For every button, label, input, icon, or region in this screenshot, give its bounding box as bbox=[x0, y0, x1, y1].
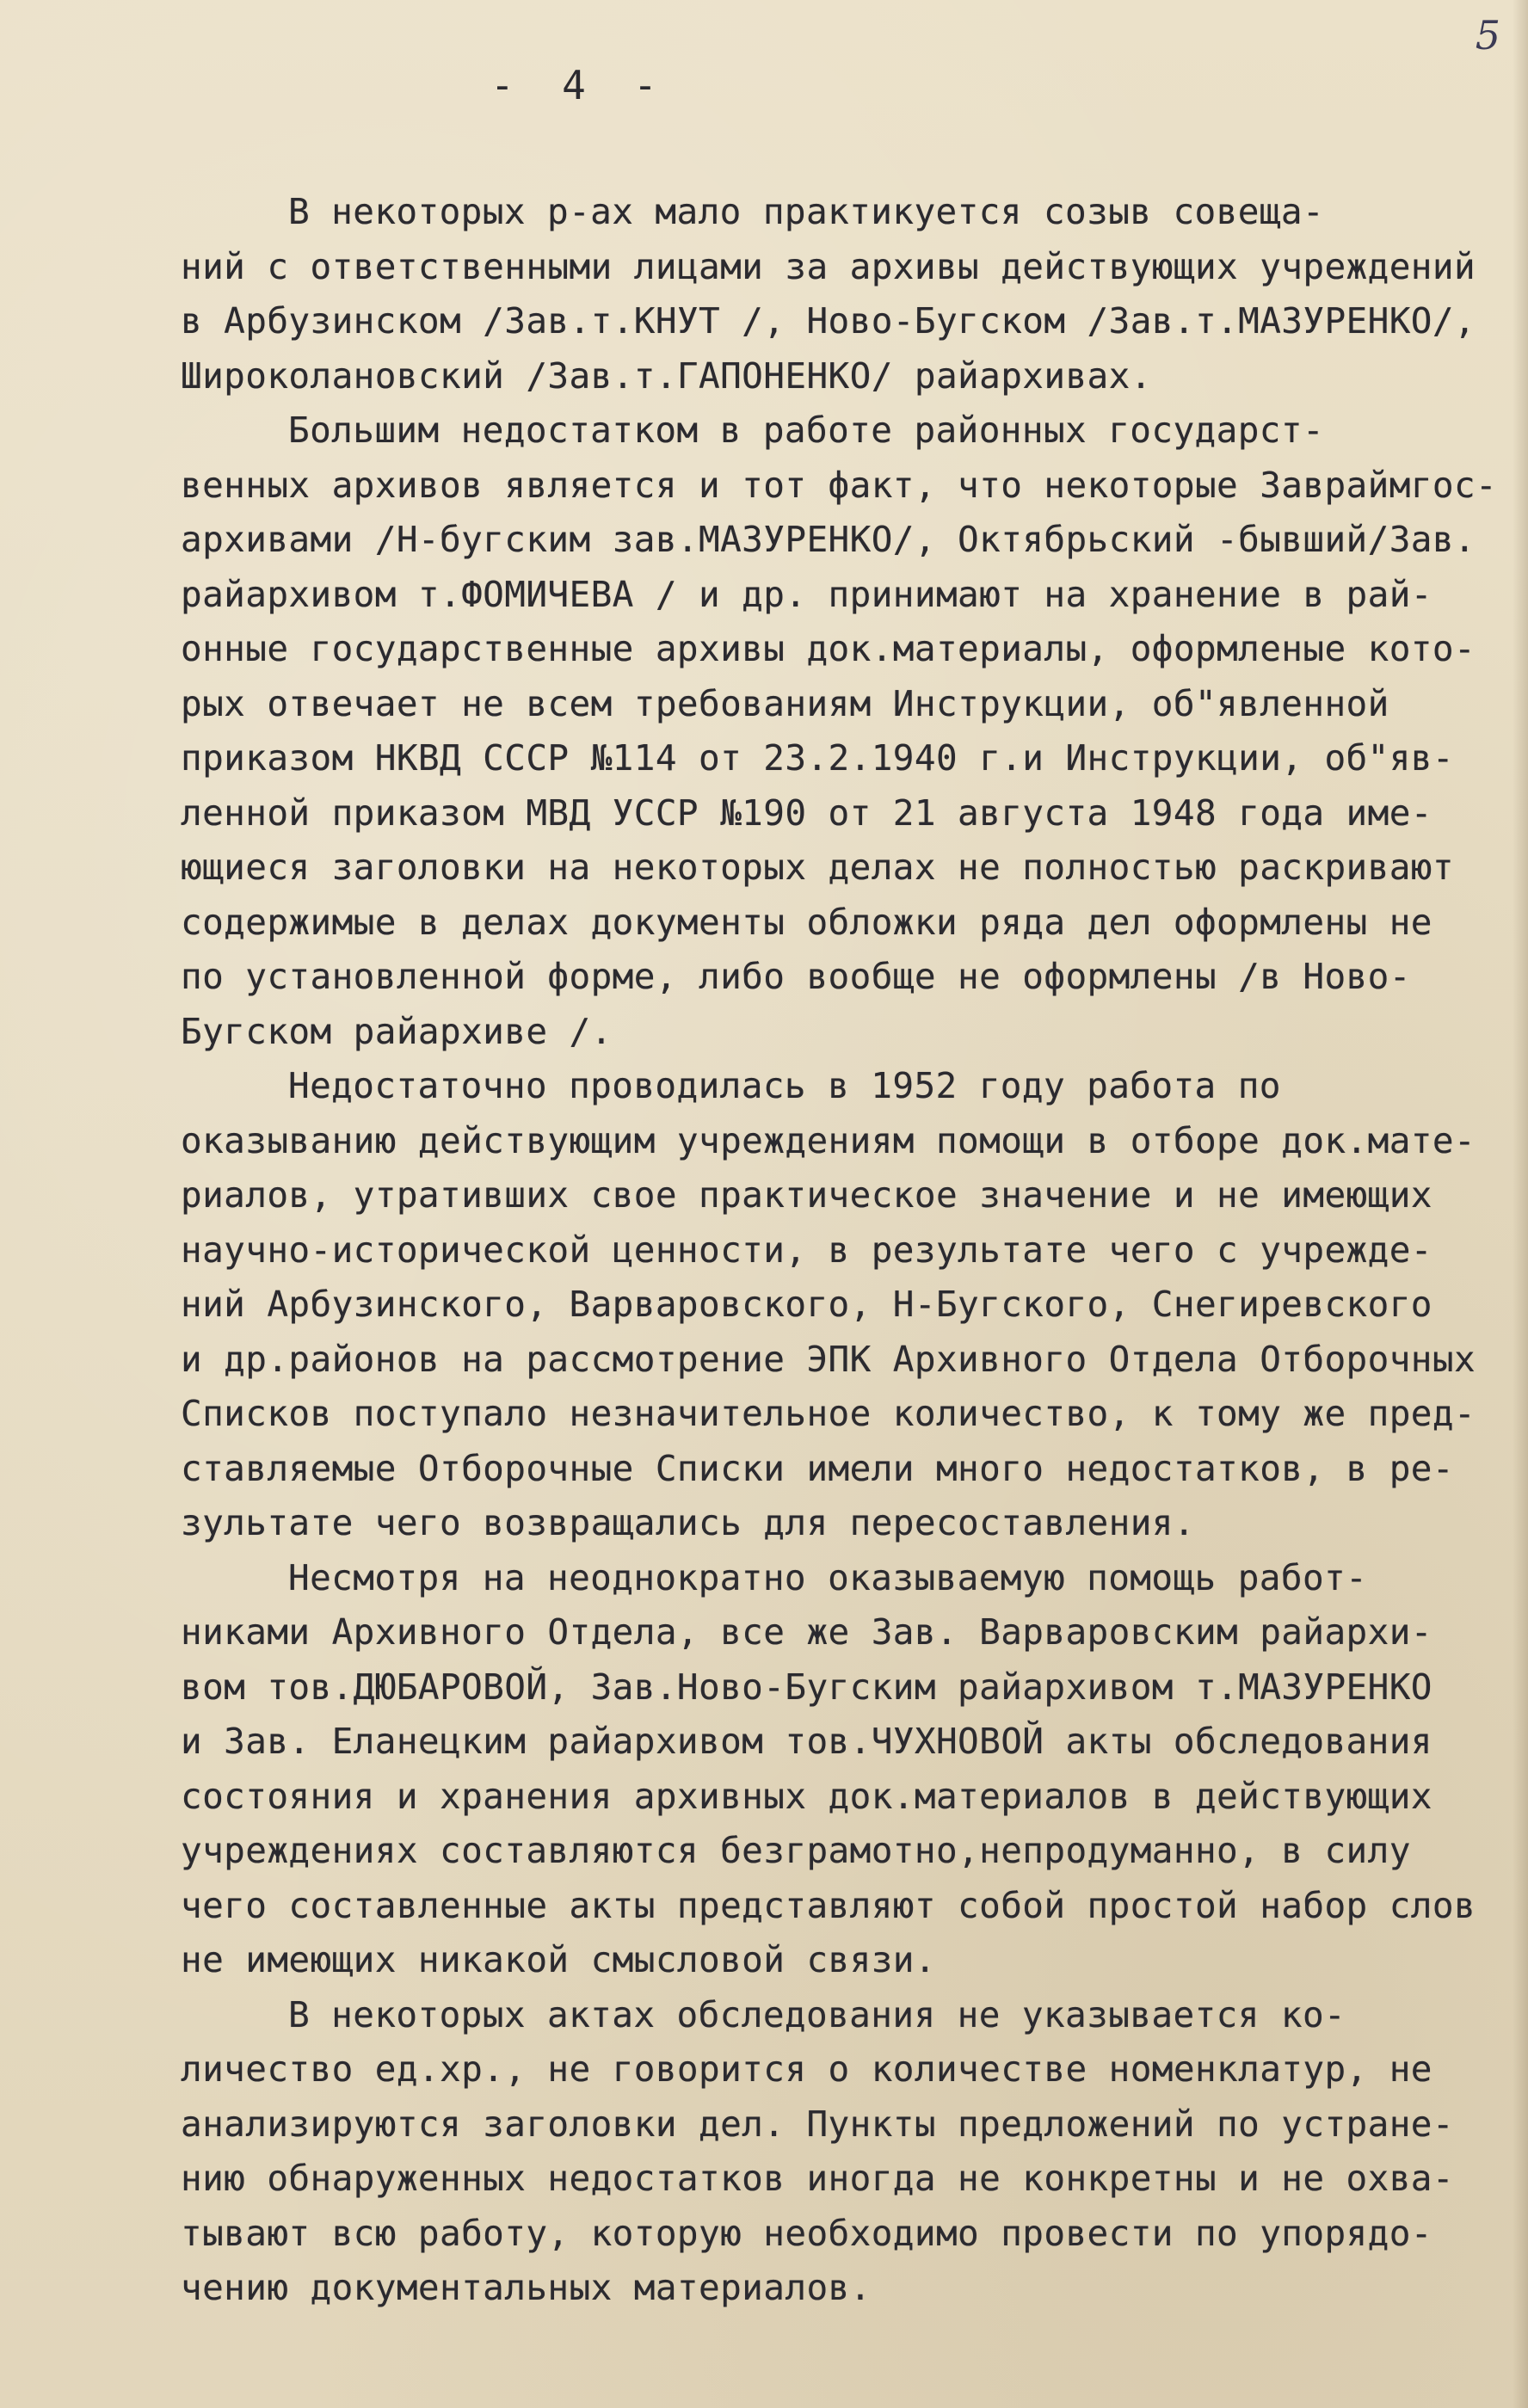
text-line: ний Арбузинского, Варваровского, Н-Бугского, Снегиревского bbox=[181, 1284, 1432, 1325]
text-line: состояния и хранения архивных док.материалов в действующих bbox=[181, 1775, 1432, 1817]
text-line: онные государственные архивы док.материалы, оформленые кото- bbox=[181, 628, 1476, 669]
text-line: по установленной форме, либо вообще не оформлены /в Ново- bbox=[181, 956, 1411, 997]
paragraph bbox=[181, 1988, 1488, 2316]
text-line: приказом НКВД СССР №114 от 23.2.1940 г.и Инструкции, об"яв- bbox=[181, 737, 1454, 779]
text-line: никами Архивного Отдела, все же Зав. Варваровским райархи- bbox=[181, 1611, 1432, 1653]
text-line: ленной приказом МВД УССР №190 от 21 августа 1948 года име- bbox=[181, 791, 1432, 834]
text-line: Широколановский /Зав.т.ГАПОНЕНКО/ райархивах. bbox=[181, 354, 1152, 397]
text-line: учреждениях составляются безграмотно,непродуманно, в силу bbox=[181, 1830, 1411, 1871]
text-line: не имеющих никакой смысловой связи. bbox=[181, 1939, 936, 1980]
paragraph bbox=[181, 185, 1488, 403]
paragraph bbox=[181, 1551, 1488, 1988]
text-line: ставляемые Отборочные Списки имели много недостатков, в ре- bbox=[181, 1447, 1454, 1489]
text-line: В некоторых актах обследования не указывается ко- bbox=[288, 1993, 1346, 2035]
text-line: ний с ответственными лицами за архивы действующих учреждений bbox=[181, 245, 1476, 287]
text-line: содержимые в делах документы обложки ряда дел оформлены не bbox=[181, 901, 1432, 943]
text-line: ющиеся заголовки на некоторых делах не полностью раскривают bbox=[181, 847, 1454, 888]
text-line: научно-исторической ценности, в результате чего с учрежде- bbox=[181, 1229, 1432, 1271]
document-body bbox=[181, 185, 1498, 2316]
text-line: анализируются заголовки дел. Пункты предложений по устране- bbox=[181, 2103, 1454, 2145]
paragraph bbox=[181, 1059, 1488, 1551]
text-line: В некоторых р-ах мало практикуется созыв совеща- bbox=[288, 191, 1325, 232]
text-line: риалов, утративших свое практическое значение и не имеющих bbox=[181, 1174, 1432, 1216]
text-line: рых отвечает не всем требованиям Инструкции, об"явленной bbox=[181, 682, 1389, 724]
folio-number: 5 bbox=[1475, 12, 1500, 59]
text-line: Несмотря на неоднократно оказываемую помощь работ- bbox=[288, 1556, 1368, 1598]
text-line: Недостаточно проводилась в 1952 году работа по bbox=[288, 1065, 1281, 1106]
page-number-marker: - 4 - bbox=[490, 62, 657, 108]
text-line: и Зав. Еланецким райархивом тов.ЧУХНОВОЙ акты обследования bbox=[181, 1721, 1432, 1762]
text-line: и др.районов на рассмотрение ЭПК Архивного Отдела Отборочных bbox=[181, 1338, 1476, 1380]
text-line: Бугском райархиве /. bbox=[181, 1010, 613, 1052]
paragraph bbox=[181, 403, 1498, 1059]
text-line: чению документальных материалов. bbox=[181, 2267, 872, 2308]
text-line: личество ед.хр., не говорится о количестве номенклатур, не bbox=[181, 2048, 1432, 2090]
text-line: нию обнаруженных недостатков иногда не конкретны и не охва- bbox=[181, 2158, 1454, 2199]
text-line: Большим недостатком в работе районных государст- bbox=[288, 410, 1325, 451]
text-line: райархивом т.ФОМИЧЕВА / и др. принимают на хранение в рай- bbox=[181, 573, 1432, 615]
text-line: в Арбузинском /Зав.т.КНУТ /, Ново-Бугском /Зав.т.МАЗУРЕНКО/, bbox=[181, 300, 1476, 342]
text-line: Списков поступало незначительное количество, к тому же пред- bbox=[181, 1393, 1476, 1434]
text-line: оказыванию действующим учреждениям помощи в отборе док.мате- bbox=[181, 1119, 1476, 1161]
text-line: тывают всю работу, которую необходимо провести по упорядо- bbox=[181, 2212, 1432, 2254]
text-line: венных архивов является и тот факт, что некоторые Завраймгос- bbox=[181, 464, 1498, 506]
text-line: вом тов.ДЮБАРОВОЙ, Зав.Ново-Бугским райархивом т.МАЗУРЕНКО bbox=[181, 1666, 1432, 1708]
text-line: архивами /Н-бугским зав.МАЗУРЕНКО/, Октябрьский -бывший/Зав. bbox=[181, 519, 1476, 560]
text-line: чего составленные акты представляют собой простой набор слов bbox=[181, 1884, 1476, 1926]
text-line: зультате чего возвращались для пересоставления. bbox=[181, 1502, 1195, 1543]
